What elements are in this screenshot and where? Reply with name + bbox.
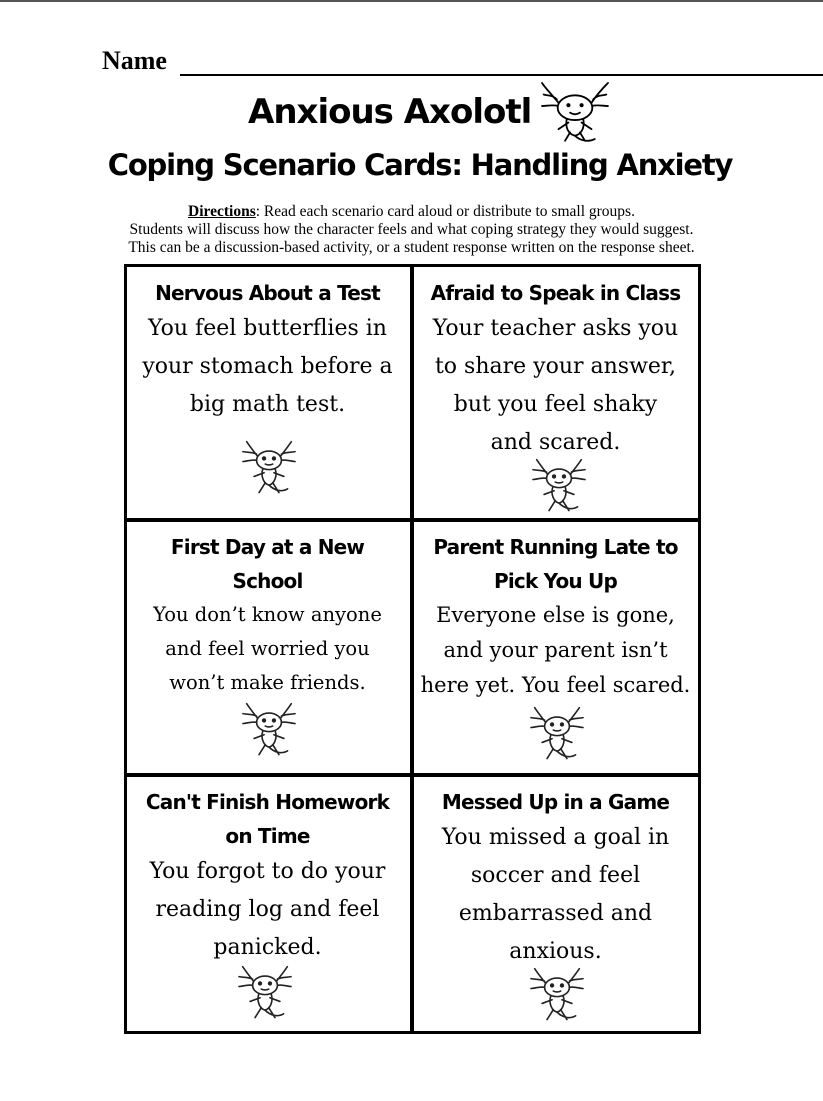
card-title: Messed Up in a Game — [441, 790, 670, 814]
scenario-card[interactable] — [414, 524, 697, 774]
scenario-card[interactable] — [414, 779, 697, 1029]
axolotl-icon — [238, 438, 300, 500]
scenario-card[interactable] — [126, 270, 409, 520]
card-title: First Day at a New School — [170, 535, 365, 593]
axolotl-icon — [528, 456, 590, 518]
scenario-card[interactable] — [414, 270, 697, 520]
card-text: You feel butterflies in your stomach before a big math test. — [142, 316, 393, 417]
page-title: Anxious Axolotl — [248, 92, 532, 132]
axolotl-icon — [234, 963, 296, 1025]
card-text: Your teacher asks you to share your answer, but you feel shaky and scared. — [432, 316, 679, 455]
card-text: You don’t know anyone and feel worried you won’t make friends. — [153, 603, 382, 694]
page-subtitle: Coping Scenario Cards: Handling Anxiety — [107, 148, 733, 182]
top-border — [0, 0, 823, 2]
axolotl-icon — [532, 78, 618, 144]
name-blank-line[interactable] — [180, 74, 823, 76]
name-row — [102, 46, 742, 80]
directions-label: Directions — [188, 203, 256, 220]
axolotl-icon — [238, 700, 300, 762]
axolotl-icon — [526, 965, 588, 1027]
card-title: Can't Finish Homework on Time — [145, 790, 390, 848]
scenario-card[interactable] — [126, 524, 409, 774]
card-title: Nervous About a Test — [155, 281, 380, 305]
directions-line-2: Students will discuss how the character feels and what coping strategy they would suggest. — [129, 221, 694, 238]
card-title: Afraid to Speak in Class — [430, 281, 681, 305]
card-text: You missed a goal in soccer and feel embarrassed and anxious. — [441, 825, 670, 964]
card-title: Parent Running Late to Pick You Up — [433, 535, 678, 593]
scenario-card[interactable] — [126, 779, 409, 1029]
axolotl-icon — [526, 704, 588, 766]
directions-line-3: This can be a discussion-based activity, or a student response written on the response sheet. — [128, 239, 695, 256]
name-label: Name — [102, 46, 167, 75]
card-text: You forgot to do your reading log and feel panicked. — [149, 859, 386, 960]
card-text: Everyone else is gone, and your parent isn’t here yet. You feel scared. — [420, 603, 691, 697]
directions — [40, 203, 783, 257]
directions-line-1: Directions: Read each scenario card aloud or distribute to small groups. — [188, 203, 635, 220]
